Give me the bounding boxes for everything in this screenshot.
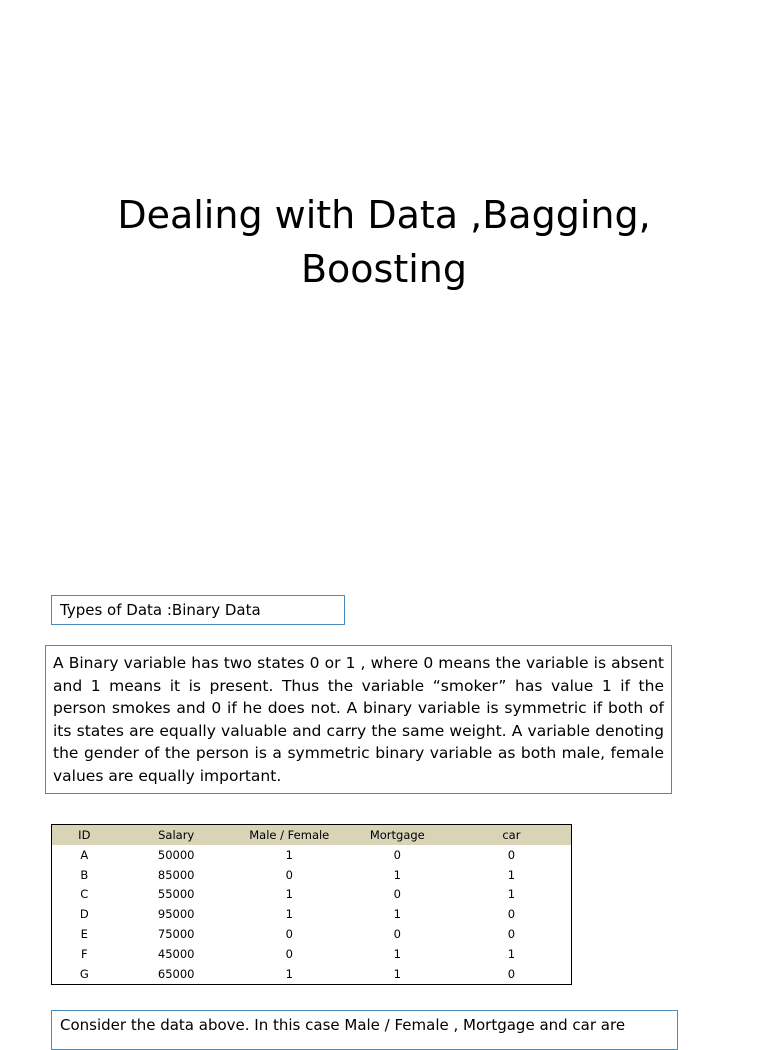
cell-salary: 75000 (157, 927, 195, 942)
table-row (52, 885, 571, 905)
page-title-line-2: Boosting (300, 247, 468, 291)
cell-male-female: 0 (285, 927, 293, 942)
data-table (52, 825, 571, 984)
cell-id: C (80, 887, 89, 902)
cell-mortgage: 1 (393, 867, 401, 882)
cell-mortgage: 1 (393, 966, 401, 981)
cell-id: E (80, 927, 88, 942)
cell-male-female: 1 (285, 847, 293, 862)
continuation-text: Consider the data above. In this case Male / Female , Mortgage and car are (60, 1016, 626, 1034)
cell-id: B (80, 867, 89, 882)
cell-car: 1 (507, 946, 516, 961)
cell-id: G (79, 966, 89, 981)
table-row (52, 865, 571, 885)
cell-car: 0 (507, 927, 516, 942)
table-header-row (52, 825, 571, 845)
continuation-text-box (51, 1010, 678, 1050)
cell-salary: 85000 (157, 867, 195, 882)
cell-salary: 65000 (157, 966, 195, 981)
cell-male-female: 0 (285, 946, 293, 961)
cell-male-female: 1 (285, 887, 293, 902)
table-row (52, 845, 571, 865)
header-male-female: Male / Female (236, 825, 343, 845)
header-id: ID (52, 825, 117, 845)
data-table-container (51, 824, 572, 985)
cell-salary: 45000 (157, 946, 195, 961)
cell-mortgage: 1 (393, 907, 401, 922)
page-title (0, 188, 768, 296)
table-row (52, 904, 571, 924)
cell-salary: 55000 (157, 887, 195, 902)
cell-id: A (80, 847, 89, 862)
table-row (52, 924, 571, 944)
header-salary: Salary (117, 825, 236, 845)
header-car: car (452, 825, 571, 845)
cell-car: 0 (507, 966, 516, 981)
cell-car: 0 (507, 907, 516, 922)
cell-male-female: 1 (285, 907, 293, 922)
cell-id: D (79, 907, 89, 922)
cell-male-female: 0 (285, 867, 293, 882)
cell-id: F (80, 946, 88, 961)
cell-male-female: 1 (285, 966, 293, 981)
cell-car: 0 (507, 847, 516, 862)
cell-mortgage: 0 (393, 887, 401, 902)
cell-car: 1 (507, 867, 516, 882)
binary-data-paragraph: A Binary variable has two states 0 or 1 , where 0 means the variable is absent and 1 means it is present. Thus the variable “smoker” has value 1 if the person smokes and 0 if he does not. A binary variable is symmetric if both of its states are equally valuable and carry the same weight. A variable denoting the gender of the person is a symmetric binary variable as both male, female values are equally important. (53, 654, 664, 785)
header-mortgage: Mortgage (343, 825, 452, 845)
binary-data-paragraph-box (45, 645, 672, 794)
cell-salary: 50000 (157, 847, 195, 862)
table-row (52, 944, 571, 964)
table-row (52, 964, 571, 984)
cell-car: 1 (507, 887, 516, 902)
cell-mortgage: 0 (393, 847, 401, 862)
cell-mortgage: 1 (393, 946, 401, 961)
cell-mortgage: 0 (393, 927, 401, 942)
section-heading-box (51, 595, 345, 625)
section-heading: Types of Data :Binary Data (60, 601, 261, 619)
cell-salary: 95000 (157, 907, 195, 922)
page-title-line-1: Dealing with Data ,Bagging, (117, 193, 651, 237)
